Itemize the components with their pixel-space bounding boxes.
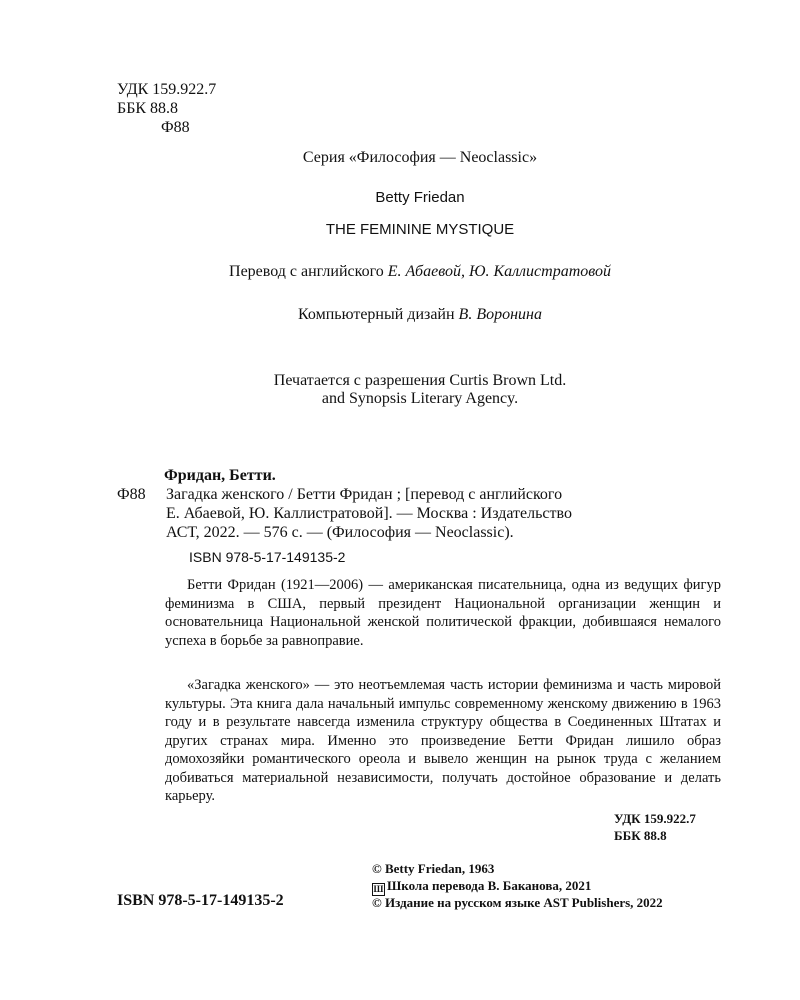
designer-name: В. Воронина <box>458 306 542 323</box>
series-line: Серия «Философия — Neoclassic» <box>302 149 538 166</box>
catalog-isbn: ISBN 978-5-17-149135-2 <box>189 549 346 565</box>
author-mark-code: Ф88 <box>161 119 190 136</box>
copyright-line-2-text: Школа перевода В. Баканова, 2021 <box>387 878 592 893</box>
design-prefix: Компьютерный дизайн <box>298 306 459 323</box>
original-author: Betty Friedan <box>375 189 465 206</box>
catalog-heading: Фридан, Бетти. <box>164 467 276 484</box>
copyright-line-3: © Издание на русском языке AST Publishers, 2022 <box>372 895 663 910</box>
translation-prefix: Перевод с английского <box>229 263 388 280</box>
catalog-line-1: Загадка женского / Бетти Фридан ; [перевод с английского <box>166 486 563 503</box>
copyright-line-1: © Betty Friedan, 1963 <box>372 861 495 876</box>
permission-line-2: and Synopsis Literary Agency. <box>321 390 519 407</box>
translation-school-logo-icon: Ш <box>373 884 384 894</box>
annotation-paragraph-2: «Загадка женского» — это неотъемлемая часть истории феминизма и часть мировой культуры. Эта книга дала начальный импульс современному женскому движению в 1963 году и в результате навсегда изменила структуру общества в Соединенных Штатах и других странах мира. Именно это произведение Бетти Фридан лишило образ домохозяйки романтического ореола и вывело женщин на рынок труда с желанием добиваться материальной независимости, получать достойное образование и делать карьеру. <box>165 677 721 804</box>
catalog-code: Ф88 <box>117 486 146 503</box>
bbk-code: ББК 88.8 <box>117 100 179 117</box>
footer-bbk: ББК 88.8 <box>614 828 667 843</box>
catalog-line-2: Е. Абаевой, Ю. Каллистратовой]. — Москва : Издательство <box>166 505 572 522</box>
translators-names: Е. Абаевой, Ю. Каллистратовой <box>387 263 611 280</box>
translation-credit <box>0 262 800 281</box>
catalog-line-3: АСТ, 2022. — 576 с. — (Философия — Neoclassic). <box>166 524 514 541</box>
footer-isbn: ISBN 978-5-17-149135-2 <box>117 892 284 909</box>
annotation-paragraph-1: Бетти Фридан (1921—2006) — американская писательница, одна из ведущих фигур феминизма в США, первый президент Национальной организации женщин и основательница Национальной женской политической фракции, добившаяся немалого успеха в борьбе за равноправие. <box>165 577 721 649</box>
footer-udk: УДК 159.922.7 <box>614 811 696 826</box>
permission-line-1: Печатается с разрешения Curtis Brown Ltd. <box>273 372 567 389</box>
design-credit <box>0 305 800 324</box>
original-title: THE FEMININE MYSTIQUE <box>325 221 515 238</box>
udk-code: УДК 159.922.7 <box>117 81 217 98</box>
